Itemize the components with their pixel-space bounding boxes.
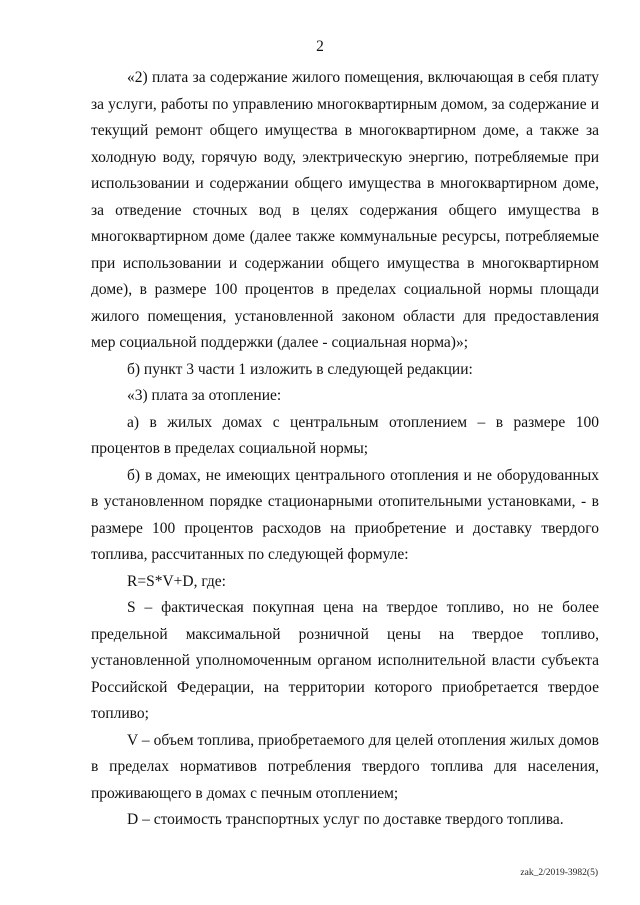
document-body (91, 65, 599, 834)
paragraph-definition-v: V – объем топлива, приобретаемого для целей отопления жилых домов в пределах нормативов потребления твердого топлива для населения, проживающего в домах с печным отоплением; (91, 731, 599, 802)
paragraph-definition-d: D – стоимость транспортных услуг по доставке твердого топлива. (127, 811, 564, 828)
paragraph-definition-s: S – фактическая покупная цена на твердое топливо, но не более предельной максимальной розничной цены на твердое топливо, установленной уполномоченным органом исполнительной власти субъекта Российской Федерации, на территории которого приобретается твердое топливо; (91, 599, 599, 722)
page-number: 2 (316, 38, 324, 55)
paragraph-amendment-clause-3: б) пункт 3 части 1 изложить в следующей редакции: (127, 360, 473, 378)
paragraph-heating-fee: «3) плата за отопление: (127, 387, 282, 404)
paragraph-solid-fuel: б) в домах, не имеющих центрального отопления и не оборудованных в установленном порядке стационарными отопительными установками, - в размере 100 процентов расходов на приобретение и доставку твердого топлива, рассчитанных по следующей формуле: (91, 466, 599, 563)
paragraph-central-heating: а) в жилых домах с центральным отоплением – в размере 100 процентов в пределах социальной нормы; (91, 413, 599, 457)
document-footer-code: zak_2/2019-3982(5) (520, 868, 598, 878)
paragraph-item-2-utilities: «2) плата за содержание жилого помещения, включающая в себя плату за услуги, работы по управлению многоквартирным домом, за содержание и текущий ремонт общего имущества в многоквартирном доме, а также за холодную воду, горячую воду, электрическую энергию, потребляемые при использовании и содержании общего имущества в многоквартирном доме, за отведение сточных вод в целях содержания общего имущества в многоквартирном доме (далее также коммунальные ресурсы, потребляемые при использовании и содержании общего имущества в многоквартирном доме), в размере 100 процентов в пределах социальной нормы площади жилого помещения, установленной законом области для предоставления мер социальной поддержки (далее - социальная норма)»; (91, 69, 599, 351)
paragraph-formula: R=S*V+D, где: (127, 572, 226, 590)
